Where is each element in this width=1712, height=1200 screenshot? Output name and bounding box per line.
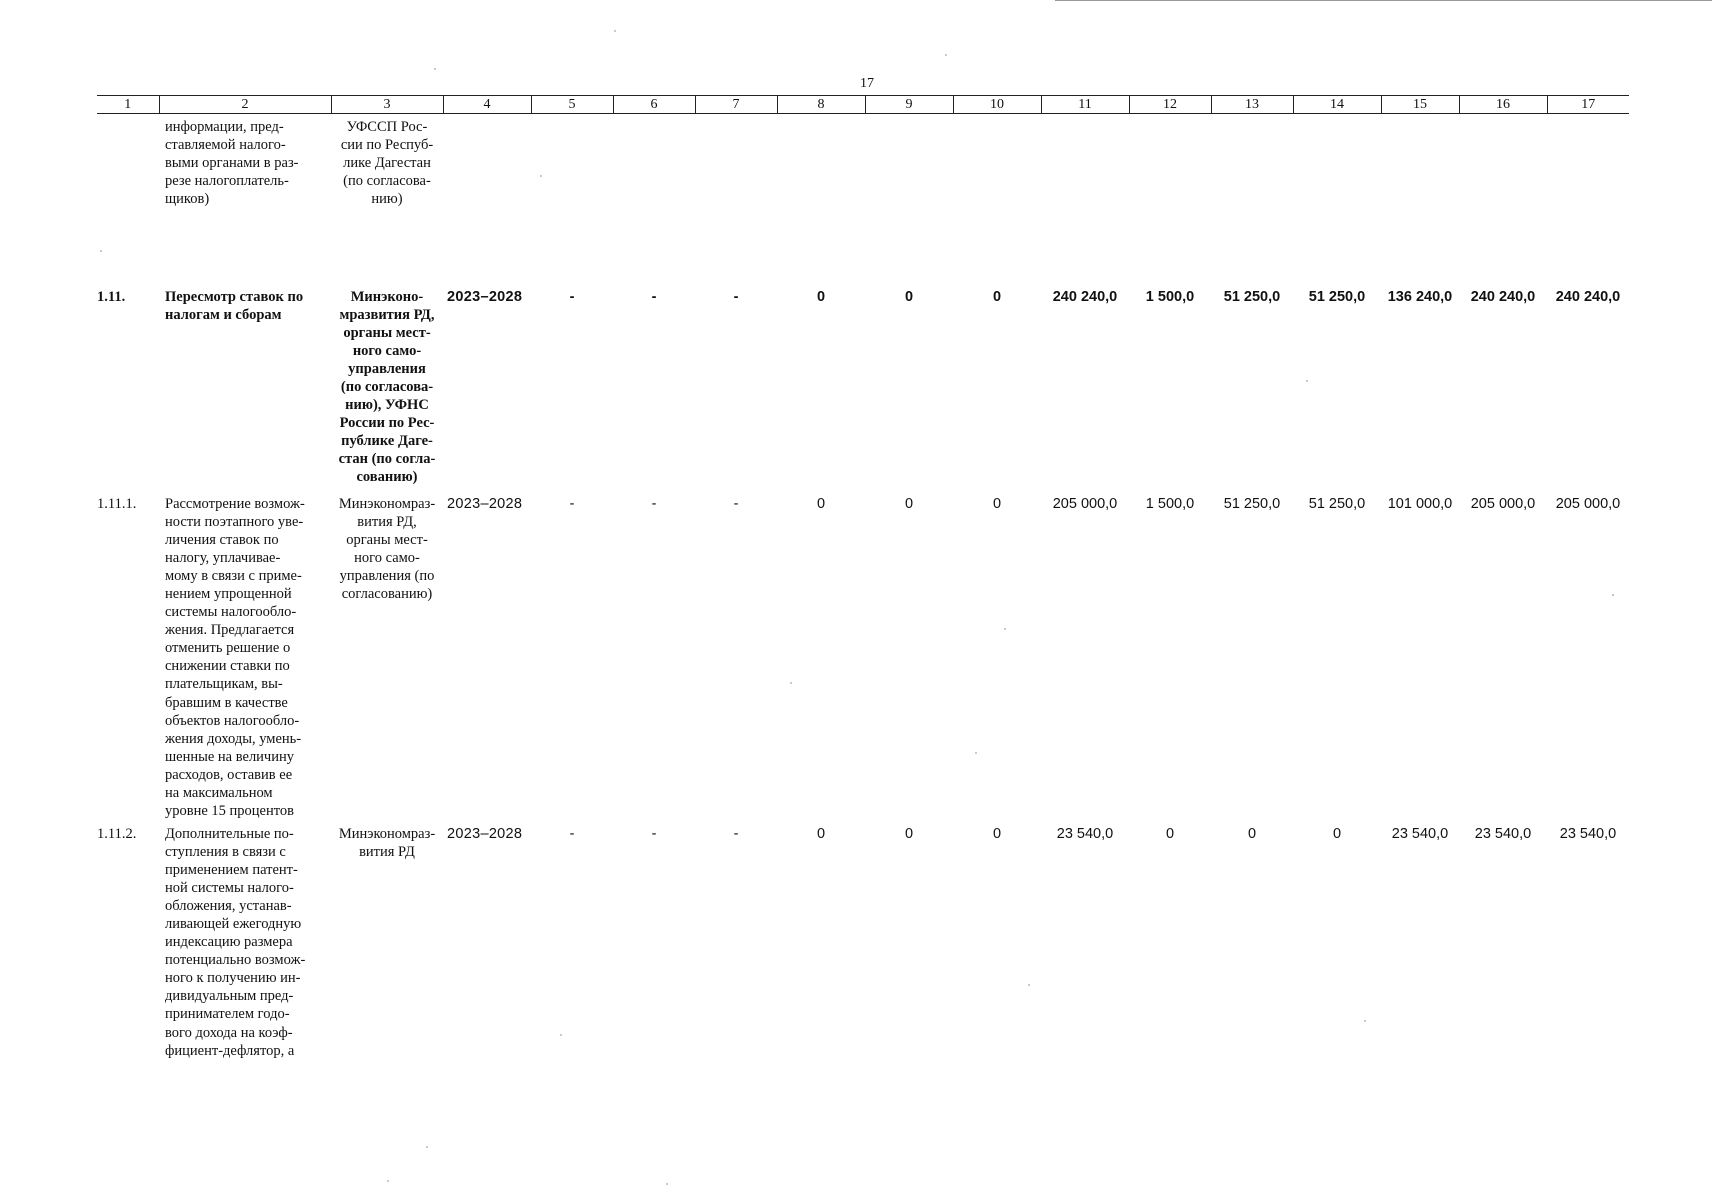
column-number-4: 4 <box>443 96 531 114</box>
responsible-executors <box>331 114 443 284</box>
scan-speck <box>666 1183 668 1185</box>
description-line: Пересмотр ставок по <box>165 288 304 305</box>
description-line: жения. Предлагается <box>165 622 295 639</box>
responsible-line: Минэкономраз- <box>338 825 436 842</box>
description-line: щиков) <box>165 191 210 208</box>
column-number-row <box>97 96 1629 114</box>
scan-speck <box>426 1146 428 1148</box>
scan-speck <box>1028 984 1030 986</box>
value-cell-col-16: 23 540,0 <box>1474 825 1532 842</box>
description-line: резе налогоплатель- <box>165 173 289 190</box>
responsible-line: вития РД, <box>357 513 417 530</box>
column-number-3: 3 <box>331 96 443 114</box>
column-number-17: 17 <box>1547 96 1629 114</box>
description-line: снижении ставки по <box>165 658 290 675</box>
value-cell-col-16: 240 240,0 <box>1470 288 1536 305</box>
value-cell-col-5: - <box>569 288 575 305</box>
value-cell-col-15: 23 540,0 <box>1391 825 1449 842</box>
value-cell-col-17: 23 540,0 <box>1559 825 1617 842</box>
measure-description <box>159 821 331 1081</box>
description-line: Рассмотрение возмож- <box>165 495 305 512</box>
value-cell-col-17: 205 000,0 <box>1555 495 1621 512</box>
description-line: объектов налогообло- <box>165 712 300 729</box>
row-number: 1.11. <box>97 288 126 305</box>
value-cell-col-14: 51 250,0 <box>1308 288 1366 305</box>
column-number-7: 7 <box>695 96 777 114</box>
implementation-period: 2023–2028 <box>447 288 523 305</box>
value-cell-col-8: 0 <box>816 825 826 842</box>
value-cell-col-14 <box>1293 114 1381 284</box>
row-number <box>97 114 159 284</box>
scan-speck <box>1364 1020 1366 1022</box>
value-cell-col-6: - <box>651 288 657 305</box>
description-line: применением патент- <box>165 861 298 878</box>
scan-speck <box>1612 594 1614 596</box>
scan-speck <box>790 682 792 684</box>
value-cell-col-11 <box>1041 114 1129 284</box>
table-row <box>97 284 1629 491</box>
scan-speck <box>387 1180 389 1182</box>
responsible-line: ного само- <box>352 342 422 359</box>
value-cell-col-10: 0 <box>992 288 1002 305</box>
description-line: на максимальном <box>165 785 273 801</box>
value-cell-col-16: 205 000,0 <box>1470 495 1536 512</box>
description-line: налогу, уплачивае- <box>165 549 281 566</box>
value-cell-col-7: - <box>733 495 739 512</box>
responsible-line: Минэконо- <box>350 288 424 305</box>
value-cell-col-5: - <box>569 825 575 842</box>
row-number: 1.11.2. <box>97 825 137 842</box>
measure-description <box>159 114 331 284</box>
top-scan-rule <box>1055 0 1712 1</box>
description-line: фициент-дефлятор, а <box>165 1042 295 1059</box>
description-line: Дополнительные по- <box>165 825 294 842</box>
description-line: мому в связи с приме- <box>165 567 302 584</box>
description-line: расходов, оставив ее <box>165 766 293 783</box>
value-cell-col-12: 1 500,0 <box>1145 495 1195 512</box>
value-cell-col-11: 205 000,0 <box>1052 495 1118 512</box>
responsible-line: публике Даге- <box>341 433 433 450</box>
table-row <box>97 491 1629 821</box>
responsible-executors <box>331 284 443 491</box>
scan-speck <box>614 30 616 32</box>
scan-speck <box>434 68 436 70</box>
responsible-line: нию), УФНС <box>345 397 429 414</box>
column-number-11: 11 <box>1041 96 1129 114</box>
value-cell-col-12 <box>1129 114 1211 284</box>
description-line: выми органами в раз- <box>165 155 299 172</box>
value-cell-col-7 <box>695 114 777 284</box>
description-line: уровне 15 процентов <box>165 803 294 820</box>
value-cell-col-17: 240 240,0 <box>1555 288 1621 305</box>
description-line: обложения, устанав- <box>165 897 292 914</box>
column-number-8: 8 <box>777 96 865 114</box>
value-cell-col-6: - <box>651 495 657 512</box>
value-cell-col-5 <box>531 114 613 284</box>
responsible-line: (по согласова- <box>343 173 431 190</box>
responsible-line: УФССП Рос- <box>346 119 428 135</box>
description-line: плательщикам, вы- <box>165 676 283 693</box>
scan-speck <box>560 1034 562 1036</box>
description-line: налогам и сборам <box>165 306 282 323</box>
description-line: ступления в связи с <box>165 843 286 860</box>
description-line: шенные на величину <box>165 748 294 765</box>
description-line: дивидуальным пред- <box>165 988 294 1005</box>
responsible-line: ного само- <box>354 549 420 566</box>
value-cell-col-14: 0 <box>1332 825 1342 842</box>
value-cell-col-9: 0 <box>904 288 914 305</box>
value-cell-col-8: 0 <box>816 288 826 305</box>
description-line: системы налогообло- <box>165 604 297 621</box>
responsible-line: управления <box>348 360 426 377</box>
responsible-line: Минэкономраз- <box>338 495 436 512</box>
column-number-5: 5 <box>531 96 613 114</box>
responsible-line: вития РД <box>359 843 415 860</box>
responsible-line: сованию) <box>356 469 418 486</box>
responsible-line: согласованию) <box>341 585 433 602</box>
value-cell-col-17 <box>1547 114 1629 284</box>
description-line: индексацию размера <box>165 934 293 951</box>
value-cell-col-6: - <box>651 825 657 842</box>
measure-description <box>159 491 331 821</box>
column-number-1: 1 <box>97 96 159 114</box>
description-line: вого дохода на коэф- <box>165 1024 293 1041</box>
value-cell-col-13 <box>1211 114 1293 284</box>
measures-table <box>97 95 1629 1081</box>
responsible-line: стан (по согла- <box>338 451 436 468</box>
column-number-6: 6 <box>613 96 695 114</box>
column-number-12: 12 <box>1129 96 1211 114</box>
scan-speck <box>945 54 947 56</box>
description-line: жения доходы, умень- <box>165 730 302 747</box>
responsible-line: лике Дагестан <box>343 155 431 172</box>
value-cell-col-16 <box>1459 114 1547 284</box>
responsible-line: органы мест- <box>343 324 431 341</box>
page-number: 17 <box>860 76 874 91</box>
value-cell-col-10: 0 <box>992 825 1002 842</box>
description-line: принимателем годо- <box>165 1006 290 1023</box>
scan-speck <box>1306 380 1308 382</box>
responsible-line: мразвития РД, <box>339 306 435 323</box>
implementation-period: 2023–2028 <box>447 825 523 842</box>
implementation-period: 2023–2028 <box>447 495 523 512</box>
value-cell-col-5: - <box>569 495 575 512</box>
description-line: потенциально возмож- <box>165 952 306 969</box>
value-cell-col-10 <box>953 114 1041 284</box>
value-cell-col-13: 51 250,0 <box>1223 288 1281 305</box>
column-number-13: 13 <box>1211 96 1293 114</box>
responsible-executors <box>331 491 443 821</box>
column-number-16: 16 <box>1459 96 1547 114</box>
responsible-line: России по Рес- <box>339 415 435 432</box>
responsible-line: управления (по <box>339 567 435 584</box>
value-cell-col-15 <box>1381 114 1459 284</box>
description-line: ной системы налого- <box>165 879 294 896</box>
value-cell-col-9: 0 <box>904 825 914 842</box>
responsible-line: (по согласова- <box>340 378 434 395</box>
value-cell-col-15: 136 240,0 <box>1387 288 1453 305</box>
value-cell-col-15: 101 000,0 <box>1387 495 1453 512</box>
description-line: ного к получению ин- <box>165 970 301 987</box>
description-line: ливающей ежегодную <box>165 915 302 932</box>
value-cell-col-8 <box>777 114 865 284</box>
scan-speck <box>975 752 977 754</box>
description-line: ности поэтапного уве- <box>165 513 304 530</box>
responsible-line: органы мест- <box>346 531 428 548</box>
value-cell-col-6 <box>613 114 695 284</box>
column-number-15: 15 <box>1381 96 1459 114</box>
description-line: нением упрощенной <box>165 585 292 602</box>
value-cell-col-11: 23 540,0 <box>1056 825 1114 842</box>
column-number-14: 14 <box>1293 96 1381 114</box>
responsible-line: сии по Респуб- <box>340 137 434 154</box>
value-cell-col-9 <box>865 114 953 284</box>
value-cell-col-11: 240 240,0 <box>1052 288 1118 305</box>
responsible-line: нию) <box>371 191 403 208</box>
description-line: личения ставок по <box>165 531 279 548</box>
value-cell-col-7: - <box>733 825 739 842</box>
value-cell-col-8: 0 <box>816 495 826 512</box>
value-cell-col-13: 0 <box>1247 825 1257 842</box>
value-cell-col-9: 0 <box>904 495 914 512</box>
scan-speck <box>100 250 102 252</box>
value-cell-col-12: 0 <box>1165 825 1175 842</box>
value-cell-col-7: - <box>733 288 739 305</box>
table-row <box>97 821 1629 1081</box>
row-number: 1.11.1. <box>97 495 137 512</box>
column-number-9: 9 <box>865 96 953 114</box>
column-number-2: 2 <box>159 96 331 114</box>
description-line: бравшим в качестве <box>165 694 288 711</box>
description-line: отменить решение о <box>165 640 291 657</box>
value-cell-col-14: 51 250,0 <box>1308 495 1366 512</box>
responsible-executors <box>331 821 443 1081</box>
measure-description <box>159 284 331 491</box>
value-cell-col-10: 0 <box>992 495 1002 512</box>
scan-speck <box>540 175 542 177</box>
description-line: ставляемой налого- <box>165 137 286 154</box>
description-line: информации, пред- <box>165 119 284 135</box>
column-number-10: 10 <box>953 96 1041 114</box>
table-row <box>97 114 1629 284</box>
value-cell-col-13: 51 250,0 <box>1223 495 1281 512</box>
implementation-period <box>443 114 531 284</box>
value-cell-col-12: 1 500,0 <box>1145 288 1195 305</box>
scan-speck <box>1004 628 1006 630</box>
